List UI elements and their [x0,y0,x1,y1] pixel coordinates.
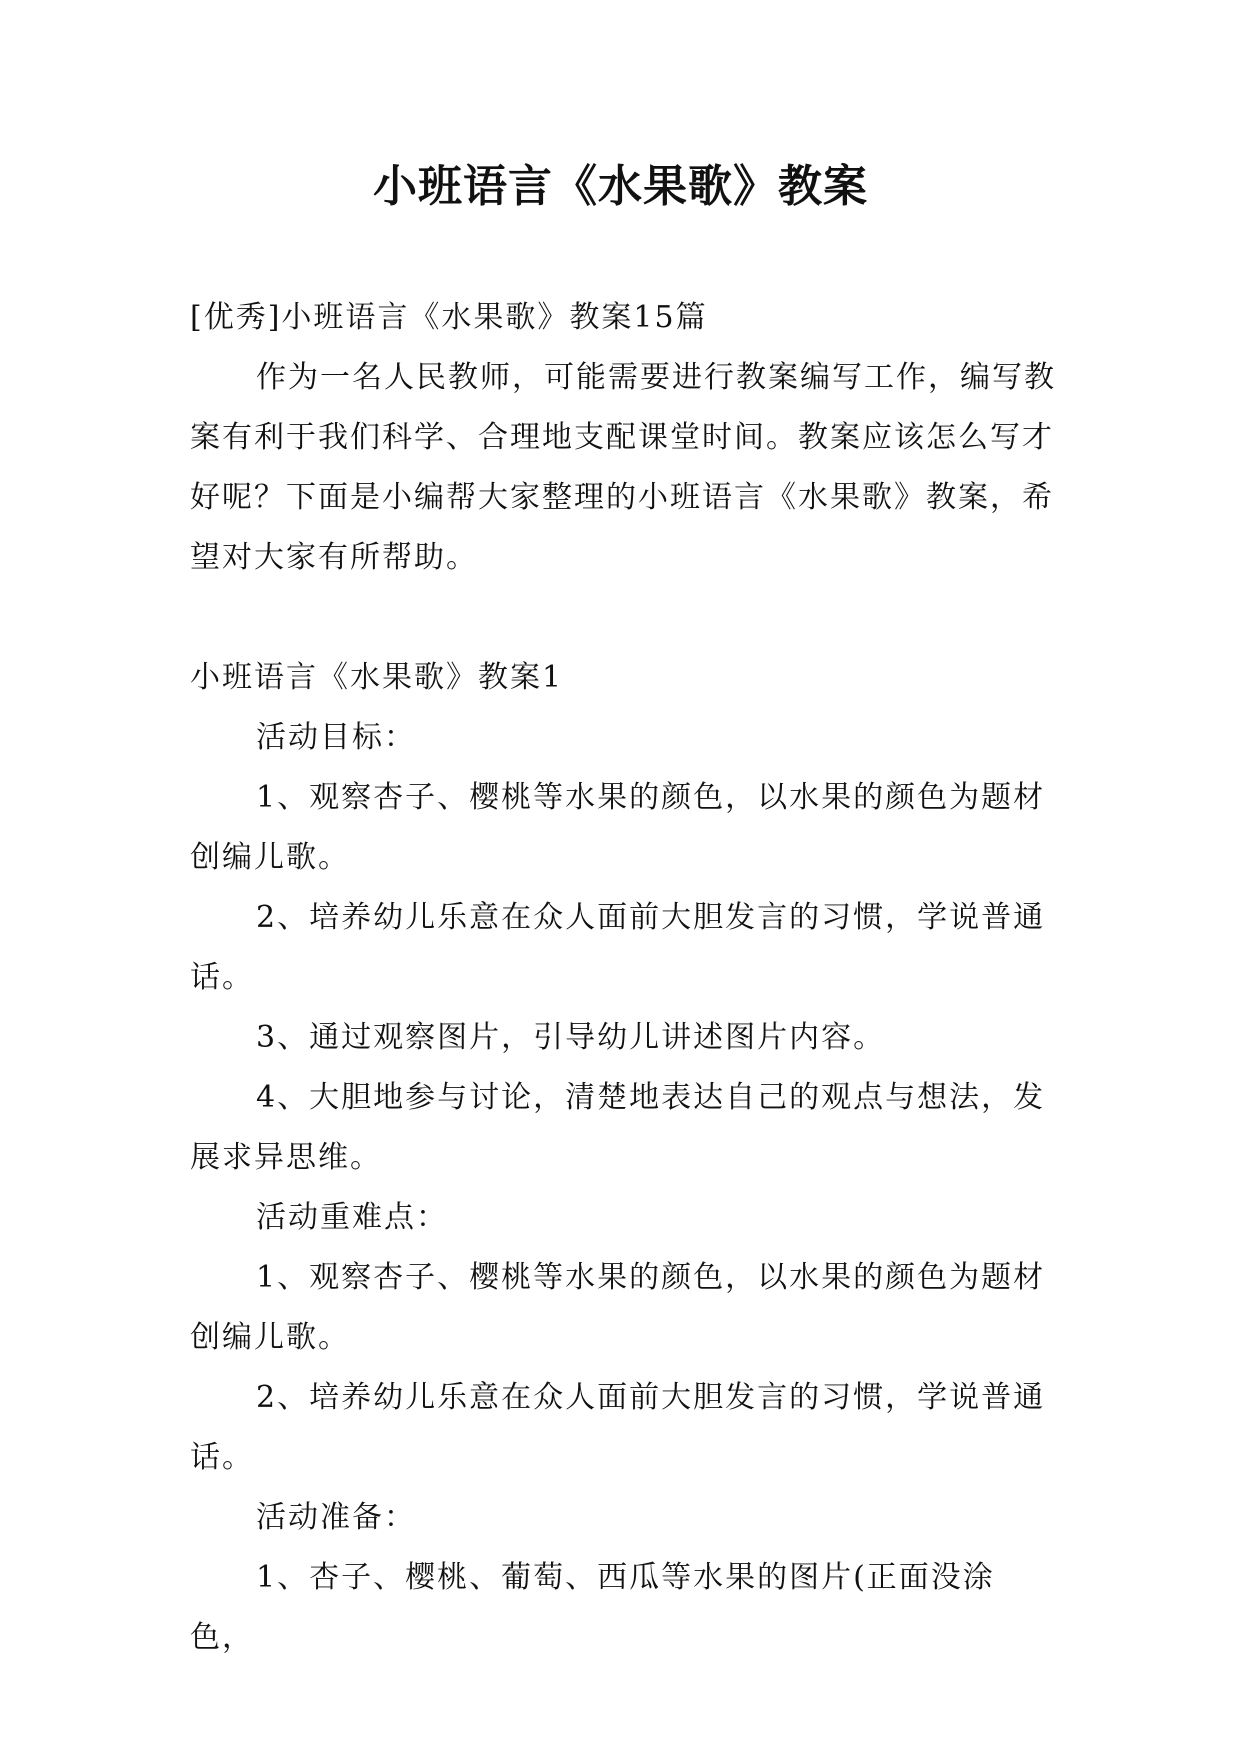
goal-item-1: 1、观察杏子、樱桃等水果的颜色，以水果的颜色为题材创编儿歌。 [190,780,1046,875]
goal-item-3: 3、通过观察图片，引导幼儿讲述图片内容。 [256,1020,886,1055]
goal-item-4: 4、大胆地参与讨论，清楚地表达自己的观点与想法，发展求异思维。 [190,1080,1046,1175]
key-point-item-1: 1、观察杏子、樱桃等水果的颜色，以水果的颜色为题材创编儿歌。 [190,1260,1046,1355]
preparation-heading: 活动准备： [256,1500,416,1535]
section-heading: 小班语言《水果歌》教案1 [190,660,564,695]
activity-goals-heading: 活动目标： [256,720,416,755]
goal-item-2: 2、培养幼儿乐意在众人面前大胆发言的习惯，学说普通话。 [190,900,1046,995]
document-title: 小班语言《水果歌》教案 [373,161,868,212]
document-body [190,288,1058,1668]
key-point-item-2: 2、培养幼儿乐意在众人面前大胆发言的习惯，学说普通话。 [190,1380,1046,1475]
section-gap [190,588,1058,648]
intro-paragraph: 作为一名人民教师，可能需要进行教案编写工作，编写教案有利于我们科学、合理地支配课堂时间。教案应该怎么写才好呢？下面是小编帮大家整理的小班语言《水果歌》教案，希望对大家有所帮助。 [190,360,1056,575]
key-points-heading: 活动重难点： [256,1200,448,1235]
subtitle-line: [优秀]小班语言《水果歌》教案15篇 [190,300,708,335]
preparation-item-1: 1、杏子、樱桃、葡萄、西瓜等水果的图片(正面没涂色， [190,1560,995,1655]
